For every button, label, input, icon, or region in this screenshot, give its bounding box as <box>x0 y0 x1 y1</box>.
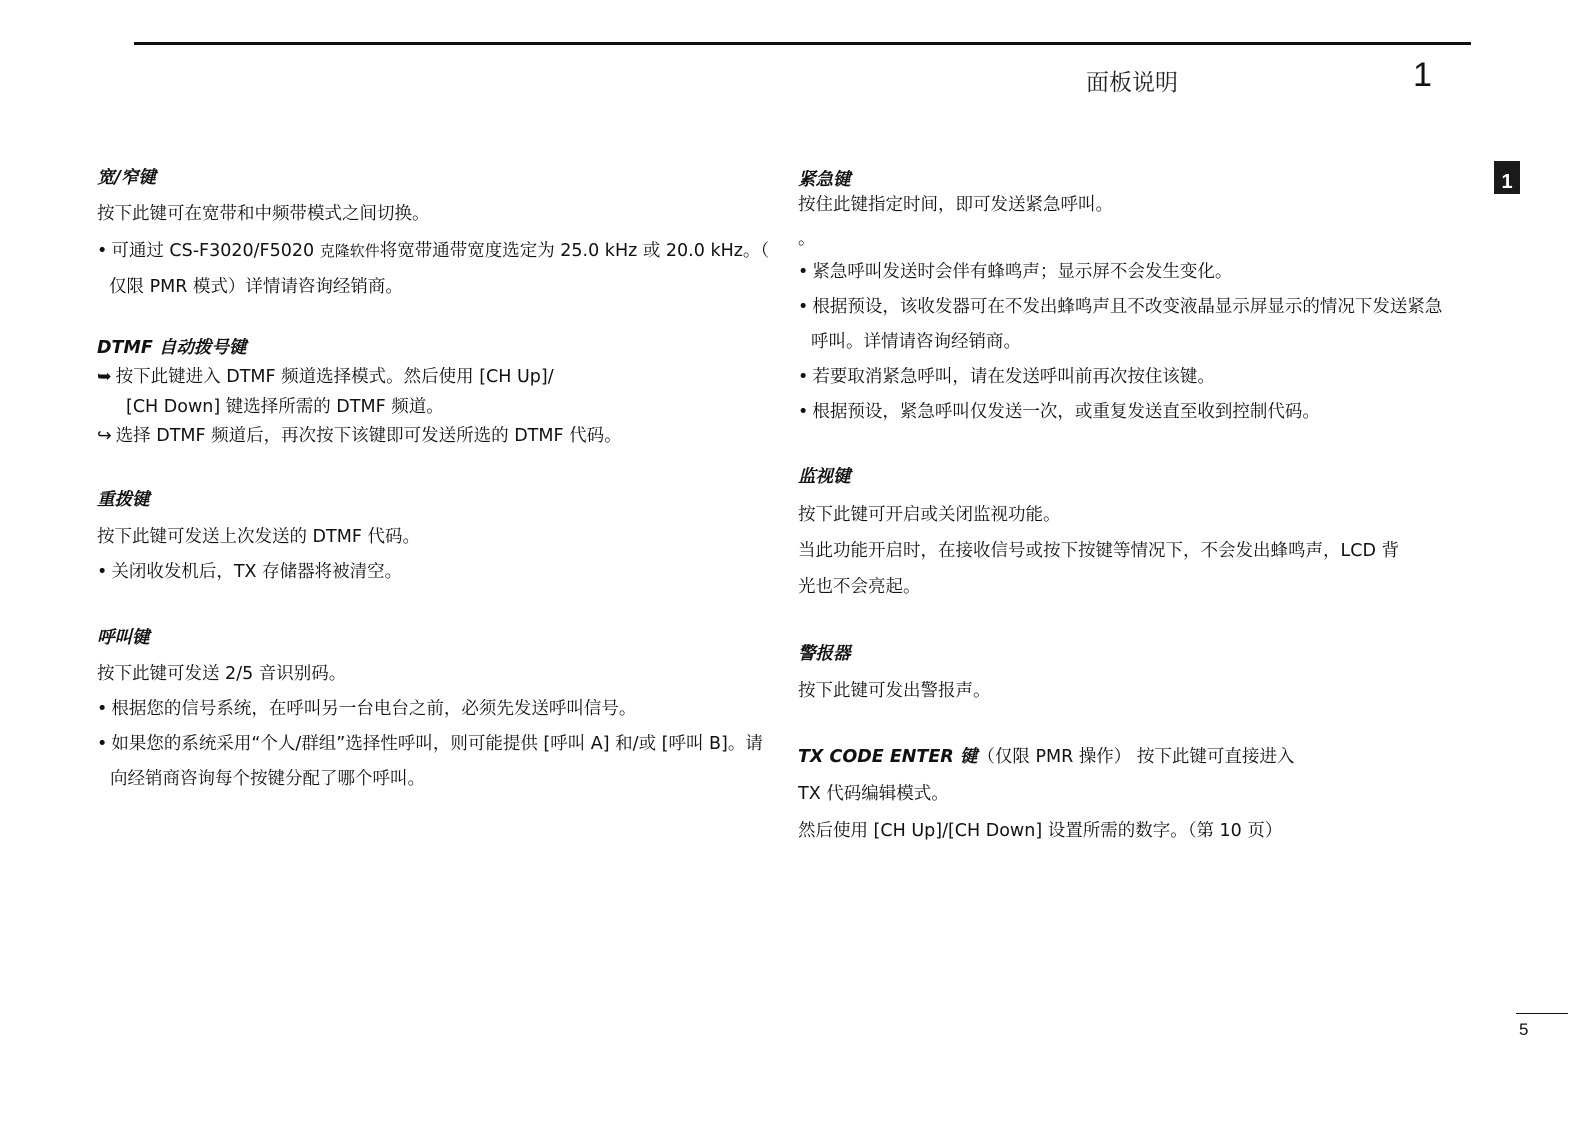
dtmf-step-2: ↪ 选择 DTMF 频道后，再次按下该键即可发送所选的 DTMF 代码。 <box>97 426 622 446</box>
monitor-body-2-cont: 光也不会亮起。 <box>798 577 921 597</box>
call-heading: 呼叫键 <box>97 628 150 648</box>
wide-narrow-bullet: • 可通过 CS-F3020/F5020 克隆软件将宽带通带宽度选定为 25.0 kHz 或 20.0 kHz。（ <box>97 240 769 262</box>
redial-heading: 重拨键 <box>97 490 150 510</box>
emergency-bullet-1: • 紧急呼叫发送时会伴有蜂鸣声；显示屏不会发生变化。 <box>798 261 1232 283</box>
page-number: 5 <box>1519 1020 1529 1039</box>
chapter-tab <box>1494 161 1520 194</box>
footer-rule <box>1516 1013 1568 1014</box>
dtmf-heading: DTMF 自动拨号键 <box>97 338 247 358</box>
wide-narrow-heading: 宽/窄键 <box>97 168 156 188</box>
step-hook-arrow-icon: ↪ <box>97 426 112 446</box>
header-rule <box>134 42 1471 45</box>
chapter-number: 1 <box>1413 56 1432 94</box>
chapter-tab-label: 1 <box>1501 171 1513 193</box>
txcode-heading: TX CODE ENTER 键 <box>798 747 978 767</box>
call-bullet-2: • 如果您的系统采用“个人/群组”选择性呼叫，则可能提供 [呼叫 A] 和/或 [呼叫 B]。请 <box>97 733 763 755</box>
monitor-heading: 监视键 <box>798 467 851 487</box>
wide-narrow-body: 按下此键可在宽带和中频带模式之间切换。 <box>97 204 430 224</box>
redial-body: 按下此键可发送上次发送的 DTMF 代码。 <box>97 527 420 547</box>
monitor-body: 按下此键可开启或关闭监视功能。 <box>798 505 1061 525</box>
call-body: 按下此键可发送 2/5 音识别码。 <box>97 664 347 684</box>
alarm-heading: 警报器 <box>798 644 851 664</box>
emergency-bullet-2: • 根据预设，该收发器可在不发出蜂鸣声且不改变液晶显示屏显示的情况下发送紧急 <box>798 296 1442 318</box>
step-arrow-icon: ➥ <box>97 367 112 387</box>
emergency-stray-mark: 。 <box>798 229 816 249</box>
dtmf-step-1: ➥ 按下此键进入 DTMF 频道选择模式。然后使用 [CH Up]/ <box>97 367 554 387</box>
call-bullet-1: • 根据您的信号系统，在呼叫另一台电台之前，必须先发送呼叫信号。 <box>97 698 636 720</box>
dtmf-step-1-cont: [CH Down] 键选择所需的 DTMF 频道。 <box>126 397 444 417</box>
txcode-line-1: TX CODE ENTER 键（仅限 PMR 操作） 按下此键可直接进入 <box>798 747 1295 767</box>
wide-narrow-bullet-cont: 仅限 PMR 模式）详情请咨询经销商。 <box>109 277 403 297</box>
emergency-heading: 紧急键 <box>798 170 851 190</box>
header-title: 面板说明 <box>1086 70 1178 96</box>
monitor-body-2: 当此功能开启时，在接收信号或按下按键等情况下，不会发出蜂鸣声，LCD 背 <box>798 541 1400 561</box>
emergency-bullet-2-cont: 呼叫。详情请咨询经销商。 <box>811 332 1021 352</box>
emergency-bullet-3: • 若要取消紧急呼叫，请在发送呼叫前再次按住该键。 <box>798 366 1215 388</box>
call-bullet-2-cont: 向经销商咨询每个按键分配了哪个呼叫。 <box>110 769 425 789</box>
txcode-line-3: 然后使用 [CH Up]/[CH Down] 设置所需的数字。（第 10 页） <box>798 821 1283 841</box>
emergency-body: 按住此键指定时间，即可发送紧急呼叫。 <box>798 195 1113 215</box>
alarm-body: 按下此键可发出警报声。 <box>798 681 991 701</box>
redial-bullet: • 关闭收发机后，TX 存储器将被清空。 <box>97 561 402 583</box>
txcode-line-2: TX 代码编辑模式。 <box>798 784 949 804</box>
emergency-bullet-4: • 根据预设，紧急呼叫仅发送一次，或重复发送直至收到控制代码。 <box>798 401 1320 423</box>
